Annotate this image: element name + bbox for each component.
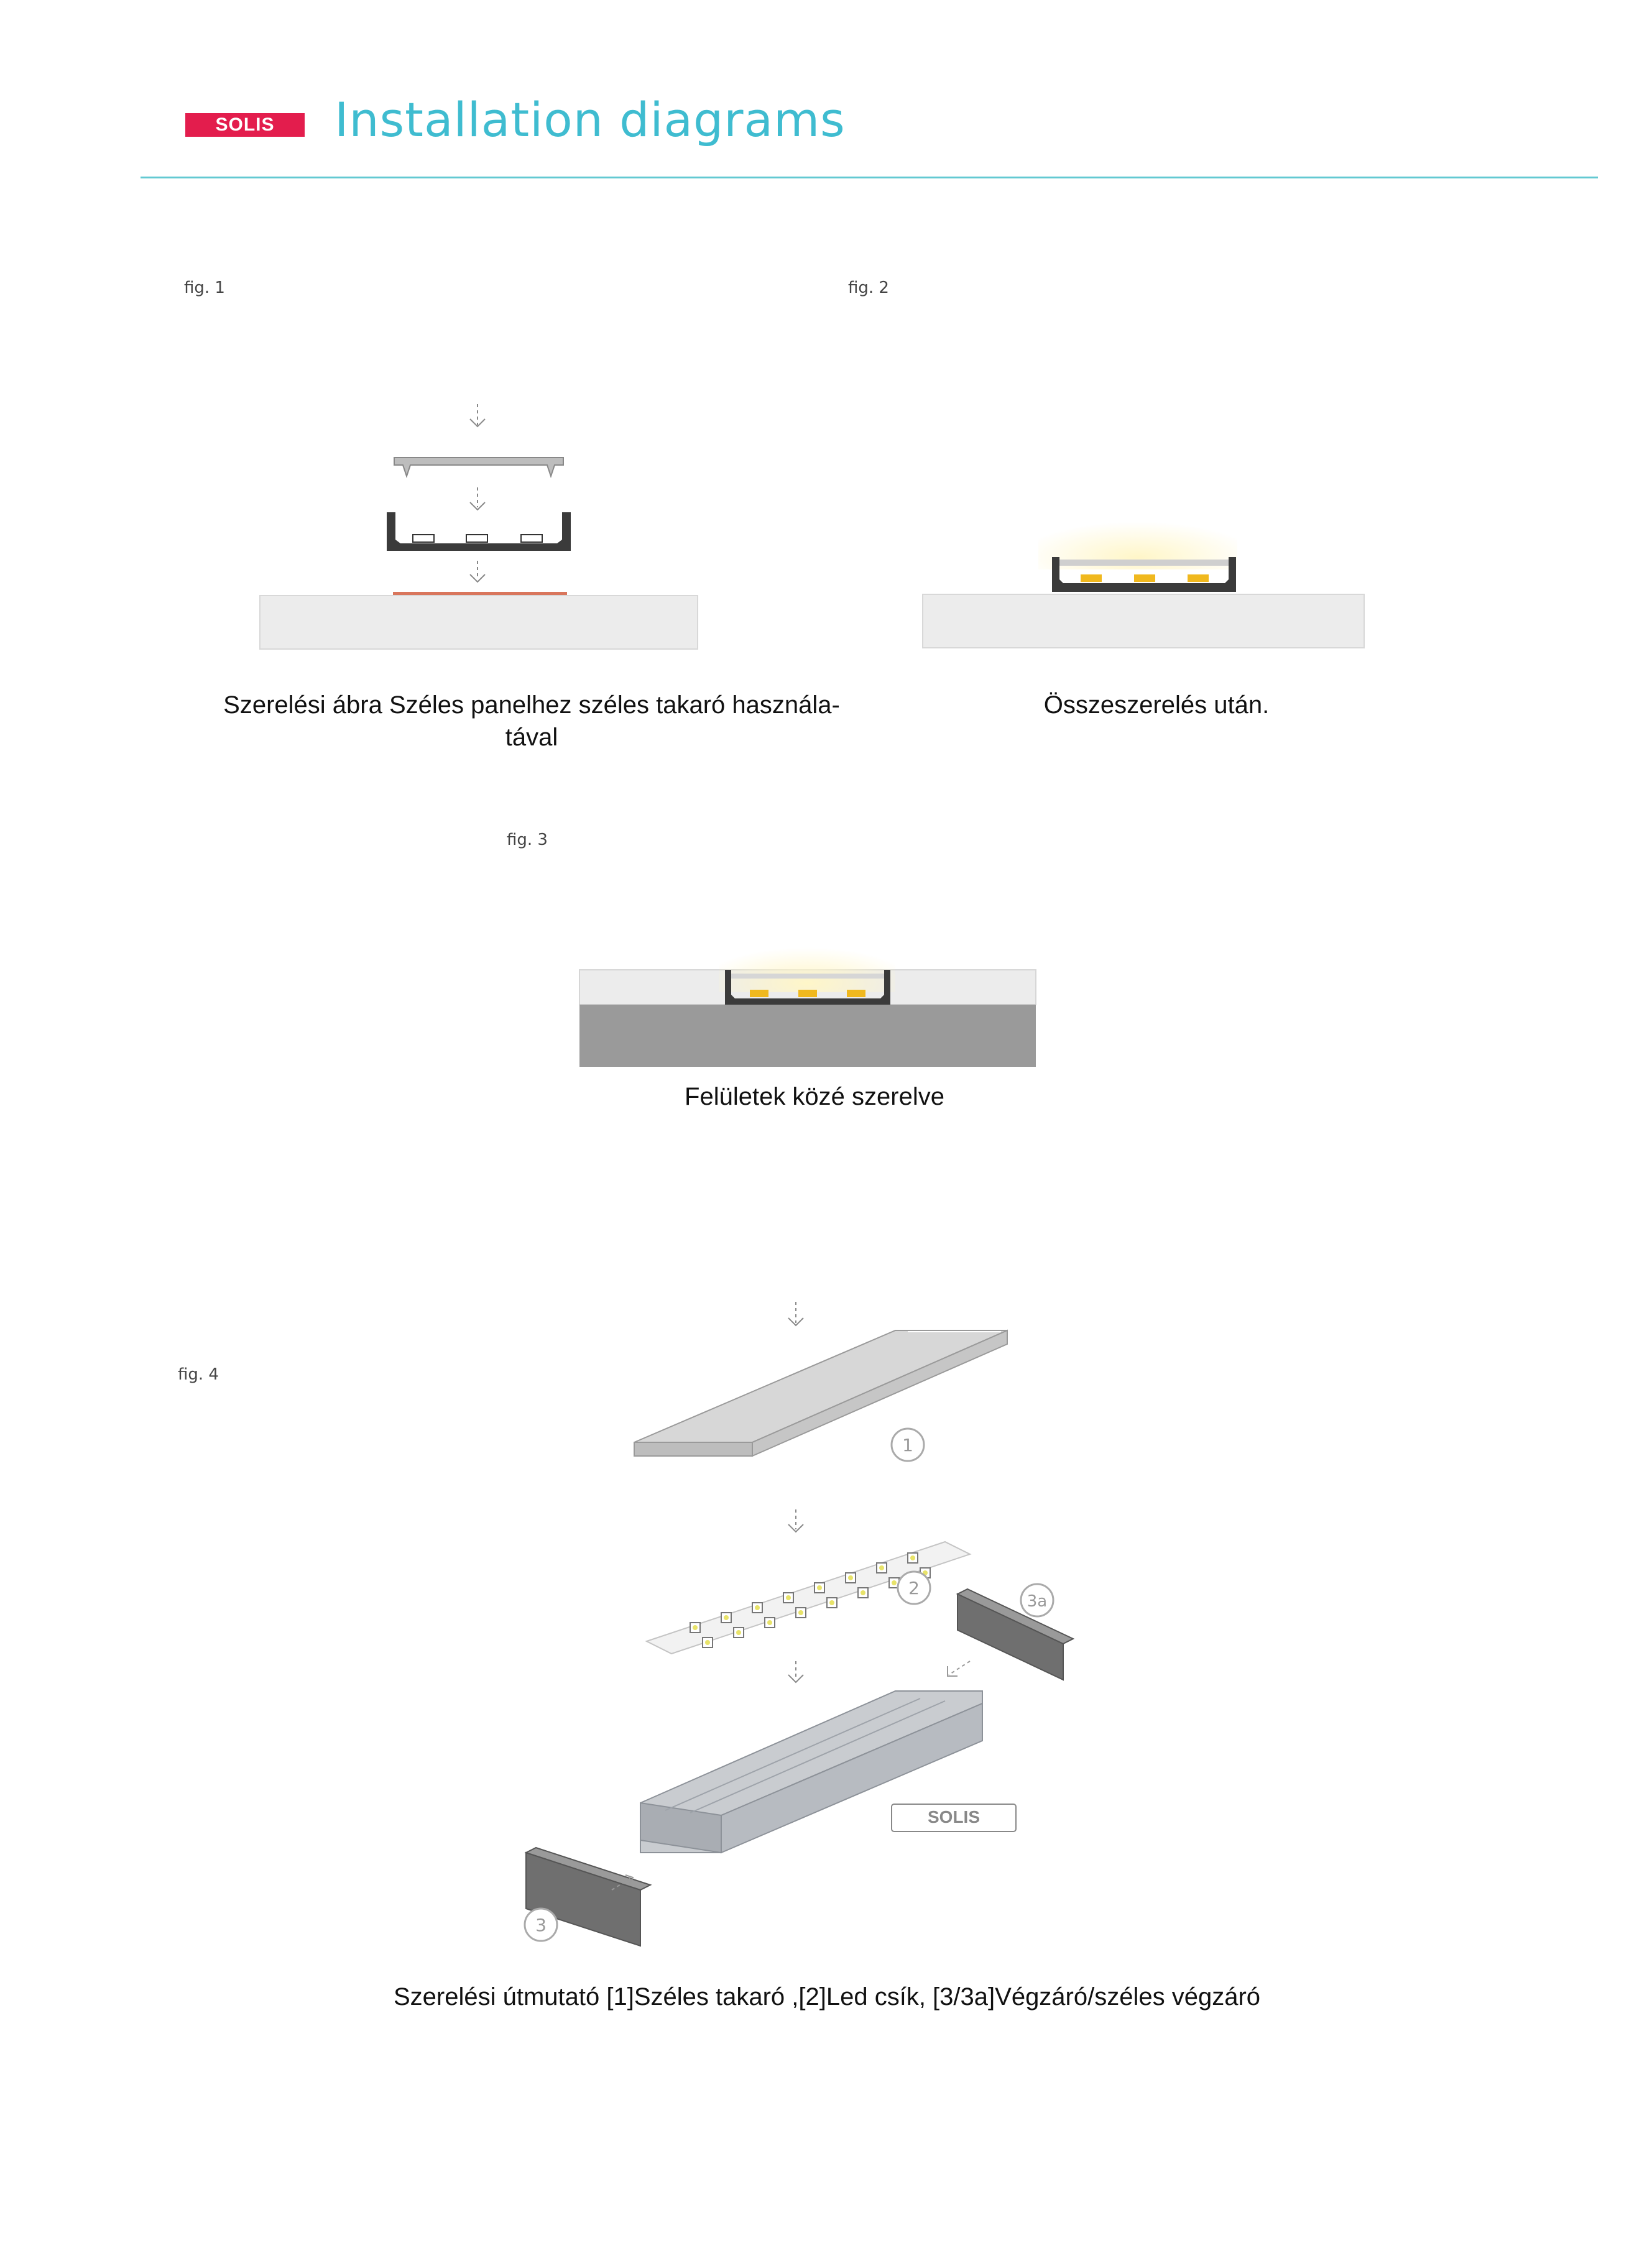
- led-chip: [521, 535, 542, 542]
- cover-profile: [731, 974, 884, 979]
- callout-3a-label: 3a: [1027, 1592, 1048, 1611]
- fig-3-label: fig. 3: [507, 831, 548, 849]
- callout-1-label: 1: [902, 1435, 913, 1455]
- mounting-panel: [260, 596, 698, 649]
- led-chip: [798, 990, 817, 997]
- adhesive-tape: [393, 592, 567, 595]
- fig-1-caption-line-1: Szerelési ábra Széles panelhez széles takaró használa-: [223, 691, 840, 719]
- lower-surface: [579, 1005, 1036, 1067]
- led-chip: [1134, 574, 1155, 582]
- brand-badge: SOLIS: [185, 113, 305, 137]
- fig-1-label: fig. 1: [184, 279, 225, 297]
- page-title: Installation diagrams: [335, 92, 846, 147]
- fig-3-diagram: [578, 933, 1038, 1076]
- cover-profile: [394, 458, 563, 476]
- header-divider: [141, 177, 1598, 178]
- mounting-panel: [923, 594, 1364, 648]
- led-chip: [466, 535, 487, 542]
- callout-2-label: 2: [908, 1578, 920, 1598]
- profile-brand-text: SOLIS: [927, 1807, 981, 1827]
- fig-4-diagram: [510, 1293, 1094, 1965]
- fig-4-label: fig. 4: [178, 1365, 219, 1384]
- led-chip: [750, 990, 768, 997]
- arrow-diagonal-icon: [949, 1661, 970, 1675]
- arrow-diagonal-icon: [948, 1666, 958, 1676]
- fig-1-diagram: [249, 398, 709, 659]
- fig-4-caption: Szerelési útmutató [1]Széles takaró ,[2]Led csík, [3/3a]Végzáró/széles végzáró: [393, 1983, 1261, 2011]
- led-chip: [847, 990, 865, 997]
- fig-2-label: fig. 2: [848, 279, 889, 297]
- wide-cover-part: [634, 1330, 1007, 1456]
- cover-profile: [1059, 560, 1229, 566]
- light-glow: [719, 933, 895, 992]
- fig-3-caption: Felületek közé szerelve: [685, 1083, 944, 1110]
- fig-1-caption-line-2: tával: [505, 724, 558, 751]
- led-chip: [1188, 574, 1209, 582]
- fig-2-diagram: [920, 510, 1368, 659]
- fig-2-caption: Összeszerelés után.: [1043, 691, 1270, 719]
- aluminium-channel: [387, 512, 571, 551]
- led-chip: [413, 535, 434, 542]
- led-chip: [1081, 574, 1102, 582]
- wide-end-cap-part: [958, 1589, 1073, 1680]
- callout-3-label: 3: [535, 1915, 547, 1935]
- fig-1-caption: [205, 689, 858, 753]
